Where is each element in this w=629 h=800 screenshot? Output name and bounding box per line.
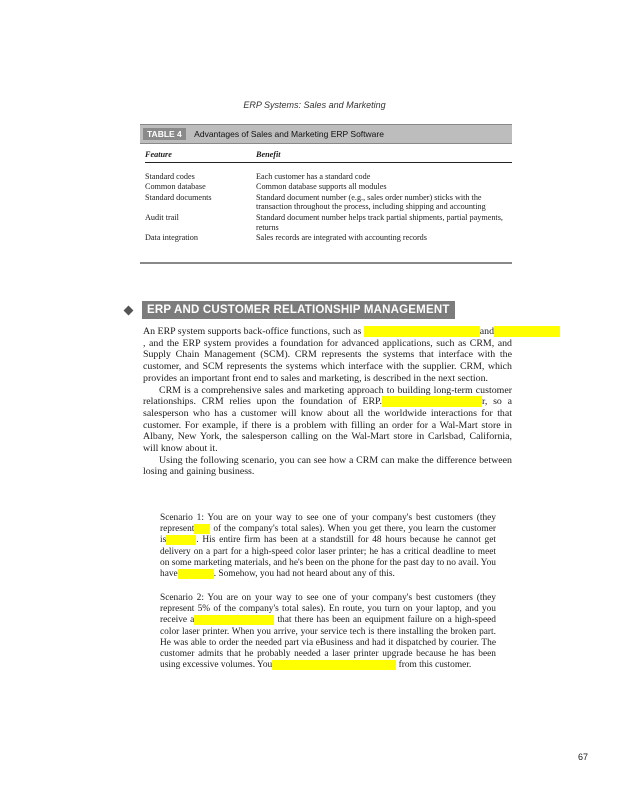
benefit-cell: Standard document number helps track partial shipments, partial payments, returns <box>256 212 503 232</box>
highlight-mark <box>194 615 274 625</box>
s2-text-c: from this customer. <box>396 660 472 671</box>
benefit-cell: Common database supports all modules <box>256 182 387 192</box>
body-text <box>143 326 512 478</box>
scenario-1 <box>160 513 496 580</box>
s1-text-d: . Somehow, you had not heard about any of this. <box>213 569 395 580</box>
section-heading <box>118 300 455 320</box>
table-row <box>145 193 512 212</box>
s2-text-b: that there has been an equipment failure on a high-speed color laser printer. When you arrive, your service tech is there installing the broken part. He was able to order the needed part via eBusiness and had it dispatched by courier. The customer admits that he probably needed a laser printer upgrade because he has been using excessive volumes. You <box>160 615 496 671</box>
p1-text-a: An ERP system supports back-office functions, such as <box>143 326 364 337</box>
s1-text-a: Scenario 1: You are on your way to see one of your company's best customers (they represent <box>160 513 496 535</box>
p1-text-b: and <box>479 326 495 337</box>
highlight-mark <box>382 396 482 407</box>
highlight-mark <box>166 535 196 545</box>
s2-text-a: Scenario 2: You are on your way to see one of your company's best customers (they represent 5% of the company's total sales). En route, you turn on your laptop, and you receive a <box>160 593 496 626</box>
table-bottom-rule <box>140 262 512 264</box>
feature-cell: Audit trail <box>145 212 179 222</box>
paragraph-2 <box>143 385 512 455</box>
highlight-mark <box>364 326 480 337</box>
table-caption: Advantages of Sales and Marketing ERP Software <box>194 129 384 139</box>
header-benefit: Benefit <box>256 150 281 159</box>
erp-advantages-table <box>145 150 512 244</box>
s1-text-b: of the company's total sales). When you get there, you learn the customer is <box>160 524 496 546</box>
table-label: TABLE 4 <box>143 128 186 140</box>
table-header-row <box>145 150 512 163</box>
table-banner <box>140 124 512 144</box>
table-row <box>145 182 512 192</box>
running-head: ERP Systems: Sales and Marketing <box>243 100 386 110</box>
p2-text-a: CRM is a comprehensive sales and marketing approach to building long-term customer relationships. CRM relies upon the foundation of ERP. <box>143 384 512 408</box>
table-row <box>145 233 512 243</box>
benefit-cell: Each customer has a standard code <box>256 171 371 181</box>
highlight-mark <box>272 660 396 670</box>
table-row <box>145 172 512 182</box>
section-title: ERP AND CUSTOMER RELATIONSHIP MANAGEMENT <box>142 301 455 319</box>
feature-cell: Data integration <box>145 233 198 243</box>
benefit-cell: Sales records are integrated with accounting records <box>256 233 427 243</box>
feature-cell: Common database <box>145 182 206 192</box>
feature-cell: Standard codes <box>145 171 195 181</box>
p1-text-c: , and the ERP system provides a foundation for advanced applications, such as CRM, and Supply Chain Management (SCM). CRM represents the systems that interface with the customer, and SCM represents the systems which interface with the supplier. CRM, which provides an important front end to sales and marketing, is described in the next section. <box>143 337 512 384</box>
page-number: 67 <box>578 752 589 762</box>
p2-text-b: r, so a salesperson who has a customer will know about all the worldwide interactions for that customer. For example, if there is a problem with filling an order for a Wal-Mart store in Albany, New York, the salesperson calling on the Wal-Mart store in Carlsbad, California, will know about it. <box>143 396 512 455</box>
paragraph-1 <box>143 326 512 385</box>
table-row <box>145 213 512 232</box>
paragraph-3: Using the following scenario, you can see how a CRM can make the difference between losing and gaining business. <box>143 454 512 478</box>
s1-text-c: . His entire firm has been at a standstill for 48 hours because he cannot get delivery on a part for a high-speed color laser printer; he has a critical deadline to meet on some marketing materials, and he's been on the phone for the past day to no avail. You have <box>160 535 496 580</box>
highlight-mark <box>194 524 210 534</box>
highlight-mark <box>494 326 560 337</box>
benefit-cell: Standard document number (e.g., sales order number) sticks with the transaction throughout the process, including shipping and accounting <box>256 192 486 212</box>
header-feature: Feature <box>145 150 172 159</box>
feature-cell: Standard documents <box>145 192 212 202</box>
diamond-bullet-icon <box>124 305 134 315</box>
scenario-2 <box>160 593 496 671</box>
highlight-mark <box>178 569 214 579</box>
